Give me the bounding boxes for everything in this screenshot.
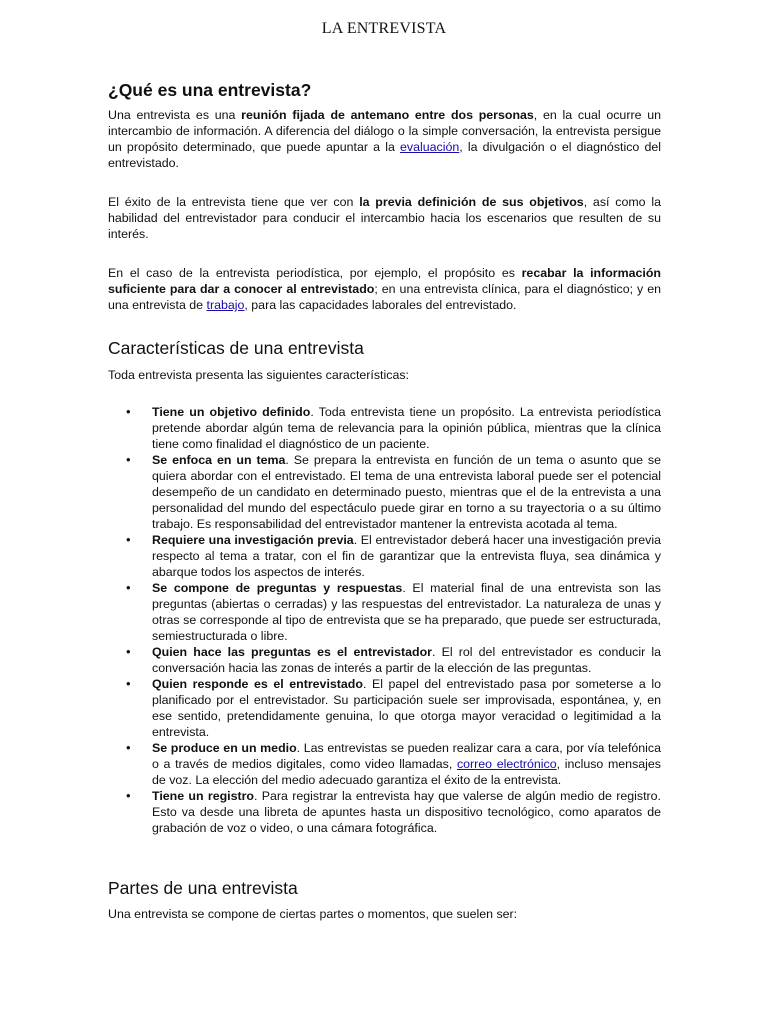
paragraph-caracteristicas-intro: Toda entrevista presenta las siguientes características: [108,368,409,382]
paragraph-partes-intro: Una entrevista se compone de ciertas partes o momentos, que suelen ser: [108,907,518,921]
bold-run: la previa definición de sus objetivos [359,195,584,209]
list-item [108,404,661,452]
item-term: Tiene un registro [152,789,255,803]
text-run: , así como la habilidad del entrevistador para conducir el intercambio hacia los escenarios que resulten de su interés. [108,195,661,241]
text-run: , para las capacidades laborales del entrevistado. [244,298,517,312]
item-term: Se compone de preguntas y respuestas [152,581,403,595]
text-run: , en la cual ocurre un intercambio de información. A diferencia del diálogo o la simple conversación, la entrevista persigue un propósito determinado, que puede apuntar a la [108,108,661,154]
list-item [108,676,661,740]
list-item [108,580,661,644]
heading-caracteristicas: Características de una entrevista [108,338,364,358]
list-item [108,740,661,788]
link-evaluacion[interactable]: evaluación [399,140,460,154]
item-text: . El papel del entrevistado pasa por someterse a lo planificado por el entrevistador. Su participación suele ser improvisada, espontánea, y, en ese sentido, pretendidamente genuina, lo que otorga mayor veracidad o legitimidad a la entrevista. [152,677,661,739]
item-text: . Las entrevistas se pueden realizar cara a cara, por vía telefónica o a través de medios digitales, como video llamadas, [152,741,662,771]
item-term: Quien hace las preguntas es el entrevistador [152,645,432,659]
item-text: . Para registrar la entrevista hay que valerse de algún medio de registro. Esto va desde una libreta de apuntes hasta un dispositivo tecnológico, como aparatos de grabación de voz o video, o una cámara fotográfica. [152,789,662,835]
item-term: Quien responde es el entrevistado [152,677,363,691]
item-term: Tiene un objetivo definido [152,405,311,419]
item-text: . El entrevistador deberá hacer una investigación previa respecto al tema a tratar, con el fin de garantizar que la entrevista fluya, sea dinámica y abarque todos los aspectos de interés. [152,533,661,579]
text-run: , la divulgación o el diagnóstico del entrevistado. [108,140,661,170]
paragraph-definicion [108,107,661,171]
caracteristicas-list [108,404,661,836]
item-term: Se produce en un medio [152,741,297,755]
heading-partes: Partes de una entrevista [108,878,298,898]
paragraph-exito [108,194,661,242]
text-run: ; en una entrevista clínica, para el diagnóstico; y en una entrevista de [108,282,661,312]
list-item [108,532,661,580]
text-run: El éxito de la entrevista tiene que ver con [108,195,360,209]
item-text: . El rol del entrevistador es conducir la conversación hacia las zonas de interés a partir de la elección de las preguntas. [152,645,661,675]
item-text: . Toda entrevista tiene un propósito. La entrevista periodística pretende abordar algún tema de relevancia para la opinión pública, mientras que la clínica tiene como finalidad el diagnóstico de un paciente. [152,405,661,451]
document-title: LA ENTREVISTA [321,20,447,37]
paragraph-caso-periodistica [108,265,661,313]
link-correo-electronico[interactable]: correo electrónico [456,757,557,771]
item-text: , incluso mensajes de voz. La elección del medio adecuado garantiza el éxito de la entrevista. [152,757,661,787]
text-run: En el caso de la entrevista periodística, por ejemplo, el propósito es [108,266,522,280]
list-item [108,788,661,836]
link-trabajo[interactable]: trabajo [206,298,245,312]
bold-run: recabar la información suficiente para dar a conocer al entrevistado [108,266,661,296]
heading-que-es: ¿Qué es una entrevista? [108,80,312,100]
list-item [108,452,661,532]
item-term: Se enfoca en un tema [152,453,286,467]
item-text: . El material final de una entrevista son las preguntas (abiertas o cerradas) y las respuestas del entrevistador. La naturaleza de unas y otras se corresponde al tipo de entrevista que se ha preparado, que puede ser estructurada, semiestructurada o libre. [152,581,661,643]
item-text: . Se prepara la entrevista en función de un tema o asunto que se quiera abordar con el entrevistado. El tema de una entrevista laboral puede ser el potencial desempeño de un candidato en determinado puesto, mientras que el de la entrevista a una personalidad del mundo del espectáculo puede girar en torno a su trayectoria o a su último trabajo. Es responsabilidad del entrevistador mantener la entrevista acotada al tema. [152,453,662,531]
text-run: Una entrevista es una [108,108,242,122]
item-term: Requiere una investigación previa [152,533,354,547]
list-item [108,644,661,676]
bold-run: reunión fijada de antemano entre dos personas [241,108,534,122]
